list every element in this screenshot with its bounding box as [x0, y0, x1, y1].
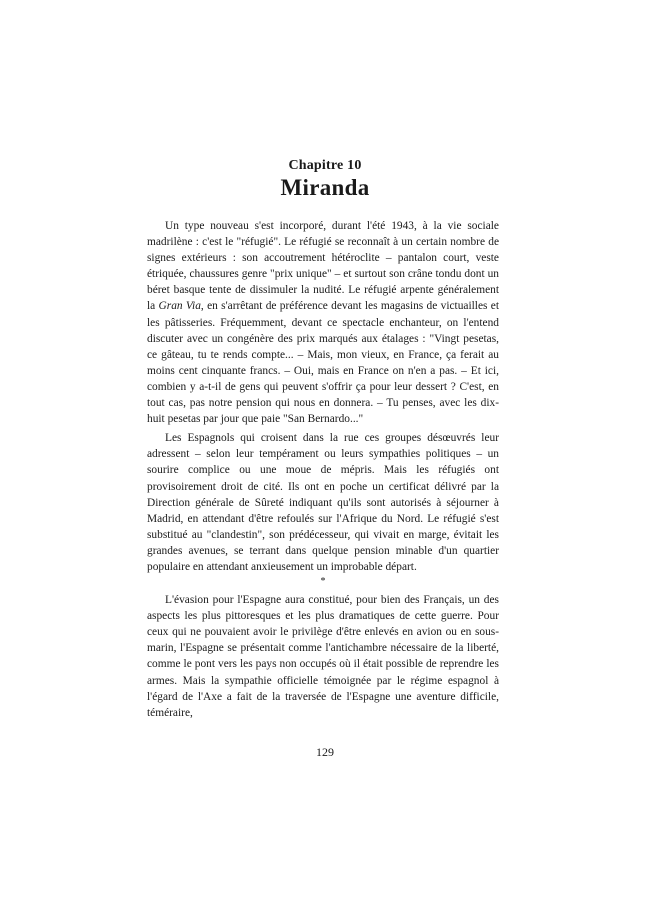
paragraph-1-part-2: , en s'arrêtant de préférence devant les magasins de victuailles et les pâtisseries. Fréquemment, devant ce spectacle enchanteur, on l'entend discuter avec un congénère des prix marqués aux étalages : "Vingt pesetas, ce gâteau, tu te rends compte... – Mais, mon vieux, en France, ça ferait au moins cent cinquante francs. – Oui, mais en France on n'en a pas. – Et ici, combien y a-t-il de gens qui peuvent s'offrir ça pour leur dessert ? C'est, en tout cas, pas notre pension qui nous en donnera. – Tu penses, avec les dix-huit pesetas par jour que paie "San Bernardo..." — [147, 300, 499, 426]
paragraph-1 — [147, 218, 499, 427]
paragraph-2: Les Espagnols qui croisent dans la rue ces groupes désœuvrés leur adressent – selon leur tempérament ou leurs sympathies politiques – un sourire complice ou une moue de mépris. Mais les réfugiés ont provisoirement droit de cité. Ils ont en poche un certificat délivré par la Direction générale de Sûreté indiquant qu'ils sont autorisés à séjourner à Madrid, en attendant d'être refoulés sur l'Afrique du Nord. Le réfugié s'est substitué au "clandestin", son prédécesseur, qui vivait en marge, évitait les grandes avenues, se terrant dans quelque pension minable d'un quartier populaire en attendant anxieusement un improbable départ. — [147, 432, 499, 573]
page-number: 129 — [316, 745, 334, 759]
chapter-label: Chapitre 10 — [288, 158, 362, 173]
paragraph-1-part-1: Un type nouveau s'est incorporé, durant l'été 1943, à la vie sociale madrilène : c'est le "réfugié". Le réfugié se reconnaît à un certain nombre de signes extérieurs : son accoutrement hétéroclite – pantalon court, veste étriquée, chaussures genre "prix unique" – et surtout son crâne tondu dont un béret basque tente de dissimuler la nudité. Le réfugié arpente généralement la — [147, 220, 499, 313]
emphasis-gran-via: Gran Via — [158, 300, 201, 313]
chapter-title: Miranda — [280, 175, 370, 200]
body-text — [147, 218, 499, 721]
paragraph-3: L'évasion pour l'Espagne aura constitué, pour bien des Français, un des aspects les plus pittoresques et les plus dramatiques de cette guerre. Pour ceux qui ne pouvaient avoir le privilège d'être enlevés en avion ou en sous-marin, l'Espagne se présentait comme l'antichambre nécessaire de la liberté, comme le pont vers les pays non occupés où il était possible de reprendre les armes. Mais la sympathie officielle témoignée par le régime espagnol à l'égard de l'Axe a fait de la traversée de l'Espagne une aventure difficile, téméraire, — [147, 594, 499, 719]
section-separator: * — [320, 576, 326, 588]
